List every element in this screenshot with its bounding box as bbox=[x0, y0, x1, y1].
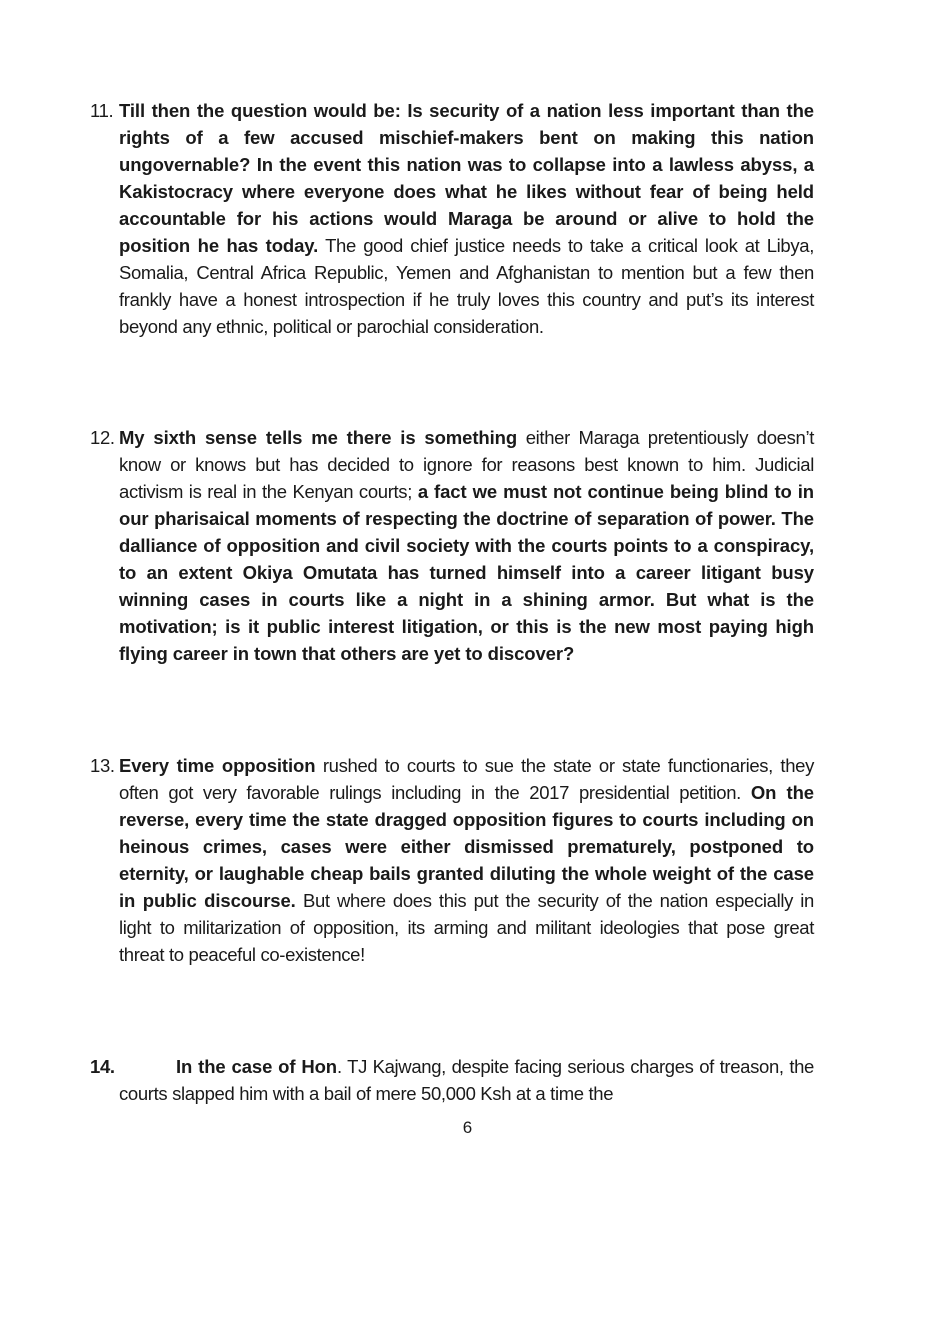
paragraph-body bbox=[119, 752, 814, 968]
bold-text: My sixth sense tells me there is something bbox=[119, 427, 518, 448]
paragraph-body bbox=[119, 1053, 814, 1107]
bold-text: a fact we must not continue being blind to in our pharisaical moments of respecting the doctrine of separation of power. The dalliance of opposition and civil society with the courts points to a conspiracy, to an extent Okiya Omutata has turned himself into a career litigant busy winning cases in courts like a night in a shining armor. But what is the motivation; is it public interest litigation, or this is the new most paying high flying career in town that others are yet to discover? bbox=[119, 481, 814, 664]
regular-text: The good chief justice needs to take a critical look at Libya, Somalia, Central Africa Republic, Yemen and Afghanistan to mention but a few then frankly have a honest introspection if he truly loves this country and put’s its interest beyond any ethnic, political or parochial consideration. bbox=[119, 235, 814, 337]
bold-text: On the reverse, every time the state dragged opposition figures to courts including on heinous crimes, cases were either dismissed prematurely, postponed to eternity, or laughable cheap bails granted diluting the whole weight of the case in public discourse. bbox=[119, 782, 814, 911]
paragraph-11 bbox=[90, 97, 814, 340]
regular-text: rushed to courts to sue the state or state functionaries, they often got very favorable rulings including in the 2017 presidential petition. bbox=[119, 755, 814, 803]
paragraph-body bbox=[119, 424, 814, 667]
bold-text: Till then the question would be: Is security of a nation less important than the rights of a few accused mischief-makers bent on making this nation ungovernable? In the event this nation was to collapse into a lawless abyss, a Kakistocracy where everyone does what he likes without fear of being held accountable for his actions would Maraga be around or alive to hold the position he has today. bbox=[119, 100, 814, 256]
bold-text: In the case of Hon bbox=[176, 1056, 337, 1077]
bold-text: Every time opposition bbox=[119, 755, 316, 776]
regular-text: . TJ Kajwang, despite facing serious charges of treason, the courts slapped him with a bail of mere 50,000 Ksh at a time the bbox=[119, 1056, 814, 1104]
paragraph-14 bbox=[90, 1053, 814, 1107]
regular-text: But where does this put the security of the nation especially in light to militarization of opposition, its arming and militant ideologies that pose great threat to peaceful co-existence! bbox=[119, 890, 814, 965]
page-number: 6 bbox=[462, 1118, 473, 1137]
regular-text: either Maraga pretentiously doesn’t know or knows but has decided to ignore for reasons best known to him. Judicial activism is real in the Kenyan courts; bbox=[119, 427, 814, 502]
paragraph-number: 13. bbox=[90, 755, 115, 776]
paragraph-body bbox=[119, 97, 814, 340]
paragraph-13 bbox=[90, 752, 814, 968]
paragraph-number: 12. bbox=[90, 427, 115, 448]
paragraph-number: 11. bbox=[90, 100, 114, 121]
paragraph-number: 14. bbox=[90, 1056, 115, 1077]
paragraph-12 bbox=[90, 424, 814, 667]
